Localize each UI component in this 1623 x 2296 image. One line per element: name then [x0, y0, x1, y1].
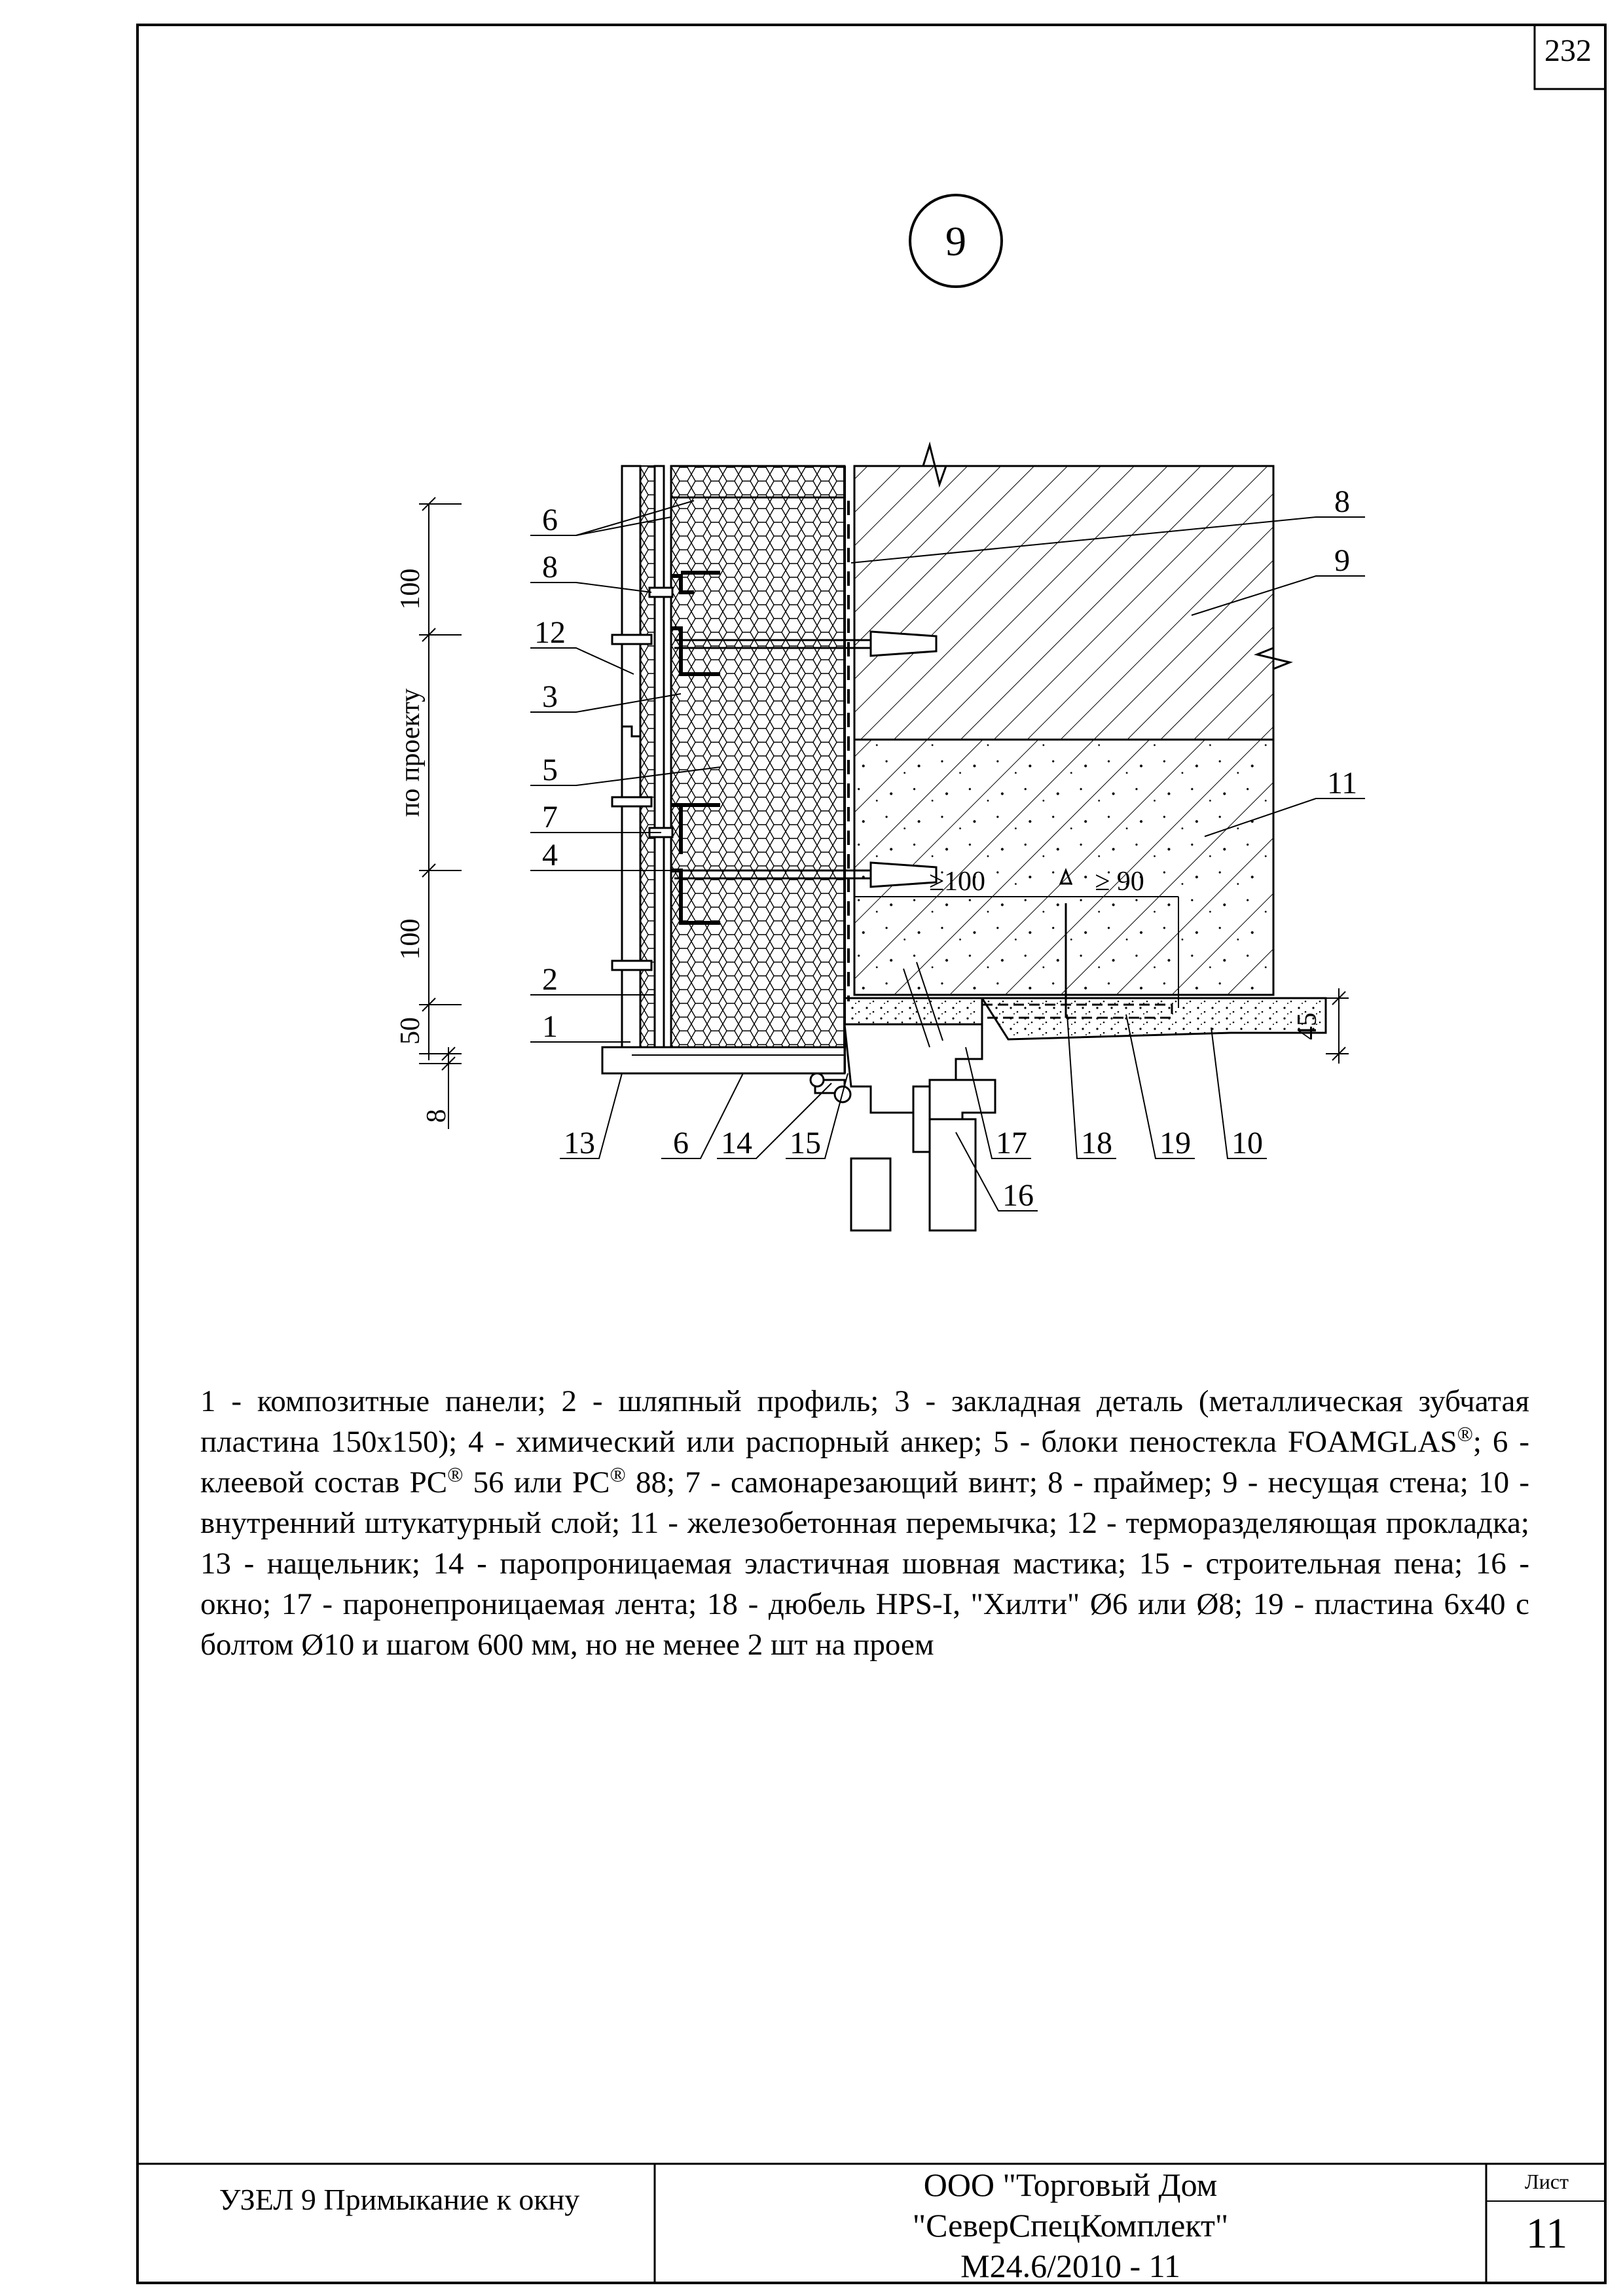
- callout-8b: 8: [1334, 484, 1350, 519]
- callout-19: 19: [1159, 1126, 1191, 1160]
- callout-5: 5: [542, 753, 558, 787]
- callout-9: 9: [1334, 543, 1350, 578]
- org-line-1: ООО "Торговый Дом: [923, 2166, 1218, 2203]
- legend-text: [200, 1381, 1529, 1665]
- dim-50: 50: [395, 1017, 426, 1045]
- callout-10: 10: [1231, 1126, 1263, 1160]
- org-line-2: "СеверСпецКомплект": [912, 2207, 1229, 2244]
- title-block-organization: [655, 2160, 1486, 2291]
- bearing-wall: [854, 466, 1273, 740]
- flashing-13: [602, 1047, 845, 1073]
- sheet-label: Лист: [1524, 2170, 1569, 2193]
- org-line-3: М24.6/2010 - 11: [960, 2248, 1180, 2284]
- dim-by-project: по проекту: [395, 688, 426, 817]
- legend-part-4: 88; 7 - самонарезающий винт; 8 - праймер; 9 - несущая стена; 10 - внутренний штукатурный слой; 11 - железобетонная перемычка; 12 - терморазделяющая прокладка; 13 - нащельник; 14 - паропроницаемая эластичная шовная мастика; 15 - строительная пена; 16 - окно; 17 - паронепроницаемая лента; 18 - дюбель HPS-I, "Хилти" Ø6 или Ø8; 19 - пластина 6х40 с болтом Ø10 и шагом 600 мм, но не менее 2 шт на проем: [200, 1465, 1529, 1662]
- dim-min-90: ≥ 90: [1095, 867, 1144, 897]
- node-marker-label: 9: [945, 218, 966, 264]
- callout-6a: 6: [542, 503, 558, 537]
- legend-reg-3: ®: [610, 1462, 626, 1486]
- callout-13: 13: [564, 1126, 595, 1160]
- legend-reg-1: ®: [1457, 1422, 1473, 1446]
- callout-2: 2: [542, 962, 558, 997]
- detail-drawing: [602, 445, 1326, 1230]
- callout-15: 15: [790, 1126, 821, 1160]
- callout-4: 4: [542, 838, 558, 872]
- callout-11: 11: [1326, 766, 1358, 800]
- callout-7: 7: [542, 800, 558, 834]
- sheet-frame: [137, 25, 1605, 2283]
- legend-reg-2: ®: [447, 1462, 464, 1486]
- title-block-title: УЗЕЛ 9 Примыкание к окну: [219, 2182, 580, 2216]
- callout-6b: 6: [673, 1126, 689, 1160]
- dim-100-top: 100: [395, 568, 426, 610]
- callout-1: 1: [542, 1009, 558, 1044]
- node-marker: [910, 195, 1002, 287]
- legend-part-2: ; 6 - клеевой состав PC: [200, 1425, 1529, 1499]
- legend-part-1: 1 - композитные панели; 2 - шляпный профиль; 3 - закладная деталь (металлическая зубчатая пластина 150х150); 4 - химический или распорный анкер; 5 - блоки пеностекла FOAMGLAS: [200, 1384, 1529, 1459]
- callout-12: 12: [534, 615, 566, 650]
- page-number: 232: [1544, 33, 1592, 68]
- callout-3: 3: [542, 679, 558, 714]
- callout-8a: 8: [542, 550, 558, 584]
- sheet-number: 11: [1525, 2210, 1568, 2257]
- callout-17: 17: [996, 1126, 1027, 1160]
- callout-18: 18: [1081, 1126, 1112, 1160]
- legend-part-3: 56 или PC: [463, 1465, 610, 1499]
- dim-100-bottom: 100: [395, 918, 426, 960]
- foamglas-blocks: [671, 466, 845, 1067]
- dim-min-100: ≥100: [928, 867, 986, 897]
- window-frame: [930, 1119, 976, 1230]
- dim-45: 45: [1292, 1013, 1322, 1040]
- callout-16: 16: [1002, 1178, 1034, 1213]
- dim-8: 8: [422, 1109, 452, 1123]
- callout-14: 14: [721, 1126, 752, 1160]
